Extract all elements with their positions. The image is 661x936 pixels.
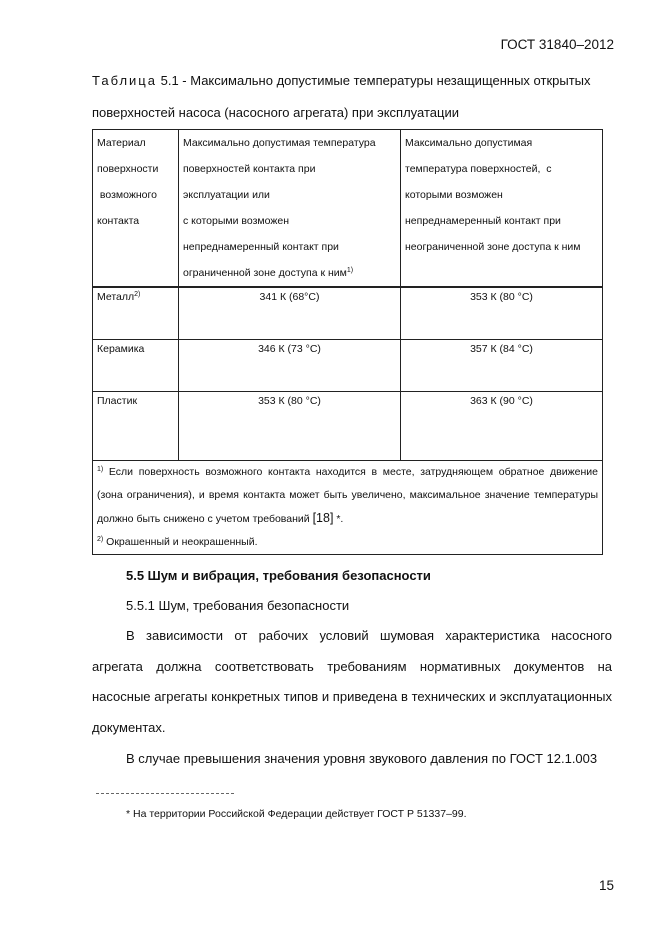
- cell-unlimited-temp: 357 К (84 °С): [401, 340, 603, 392]
- cell-limited-temp: 353 К (80 °С): [179, 392, 401, 461]
- cell-material: [93, 392, 179, 461]
- material-label: Металл: [97, 291, 135, 303]
- cell-limited-temp: 346 К (73 °С): [179, 340, 401, 392]
- cell-material: [93, 340, 179, 392]
- page-footnote: * На территории Российской Федерации действует ГОСТ Р 51337–99.: [126, 808, 467, 820]
- header-limited-line: ограниченной зоне доступа к ним: [183, 267, 347, 279]
- header-limited-line: с которыми возможен: [183, 215, 290, 227]
- subsection-heading: 5.5.1 Шум, требования безопасности: [126, 598, 350, 613]
- table-caption: [92, 65, 616, 129]
- header-material: [93, 130, 179, 288]
- temperature-table: [92, 129, 603, 555]
- table-header-row: [93, 130, 603, 288]
- table-caption-text: 5.1 - Максимально допустимые температуры незащищенных открытых поверхностей насоса (насосного агрегата) при эксплуатации: [92, 73, 591, 120]
- section-heading: 5.5 Шум и вибрация, требования безопасности: [126, 568, 431, 583]
- table-row: [93, 287, 603, 340]
- cell-unlimited-temp: 353 К (80 °С): [401, 287, 603, 340]
- material-label: Пластик: [97, 395, 138, 407]
- header-unlimited-line: Максимально допустимая: [405, 137, 533, 149]
- reference-link: [18]: [312, 511, 334, 525]
- note-1-text: Если поверхность возможного контакта находится в месте, затрудняющем обратное движение (зона ограничения), и время контакта может быть увеличено, максимальное значение температуры должно быть снижено с учетом требований: [97, 466, 598, 525]
- header-unlimited-line: которыми возможен: [405, 189, 503, 201]
- header-limited-line: поверхностей контакта при: [183, 163, 316, 175]
- header-limited-zone: [179, 130, 401, 288]
- header-limited-line: эксплуатации или: [183, 189, 270, 201]
- cell-material: [93, 287, 179, 340]
- footnote-marker: *.: [333, 513, 344, 525]
- footnote-separator: [96, 793, 234, 794]
- body-paragraph-continued: В случае превышения значения уровня звукового давления по ГОСТ 12.1.003: [126, 751, 598, 766]
- header-material-line: контакта: [97, 215, 140, 227]
- note-mark: 1): [97, 466, 104, 473]
- header-limited-last-line: [183, 260, 396, 286]
- document-code: ГОСТ 31840–2012: [500, 37, 614, 52]
- note-mark: 2): [134, 291, 141, 298]
- cell-unlimited-temp: 363 К (90 °С): [401, 392, 603, 461]
- cell-limited-temp: 341 К (68°С): [179, 287, 401, 340]
- header-unlimited-line: температура поверхностей, с: [405, 163, 552, 175]
- table-caption-lead: Таблица: [92, 73, 157, 88]
- header-unlimited-line: непреднамеренный контакт при: [405, 215, 561, 227]
- table-row: [93, 340, 603, 392]
- table-notes-row: [93, 461, 603, 555]
- table-row: [93, 392, 603, 461]
- header-limited-line: непреднамеренный контакт при: [183, 241, 339, 253]
- header-unlimited-line: неограниченной зоне доступа к ним: [405, 241, 581, 253]
- header-material-line: поверхности: [97, 163, 159, 175]
- note-mark: 1): [346, 267, 354, 274]
- header-material-line: Материал: [97, 137, 146, 149]
- header-material-line: возможного: [97, 189, 157, 201]
- material-label: Керамика: [97, 343, 145, 355]
- header-unlimited-zone: [401, 130, 603, 288]
- note-2-text: Окрашенный и неокрашенный.: [103, 536, 258, 548]
- table-note-2: [97, 531, 598, 554]
- table-note-1: [97, 461, 598, 531]
- page-number: 15: [598, 878, 614, 893]
- body-paragraph: В зависимости от рабочих условий шумовая характеристика насосного агрегата должна соответствовать требованиям нормативных документов на насосные агрегаты конкретных типов и приведена в технических и эксплуатационных документах.: [92, 628, 612, 735]
- header-limited-line: Максимально допустимая температура: [183, 137, 376, 149]
- note-mark: 2): [97, 536, 104, 543]
- table-notes: [93, 461, 603, 555]
